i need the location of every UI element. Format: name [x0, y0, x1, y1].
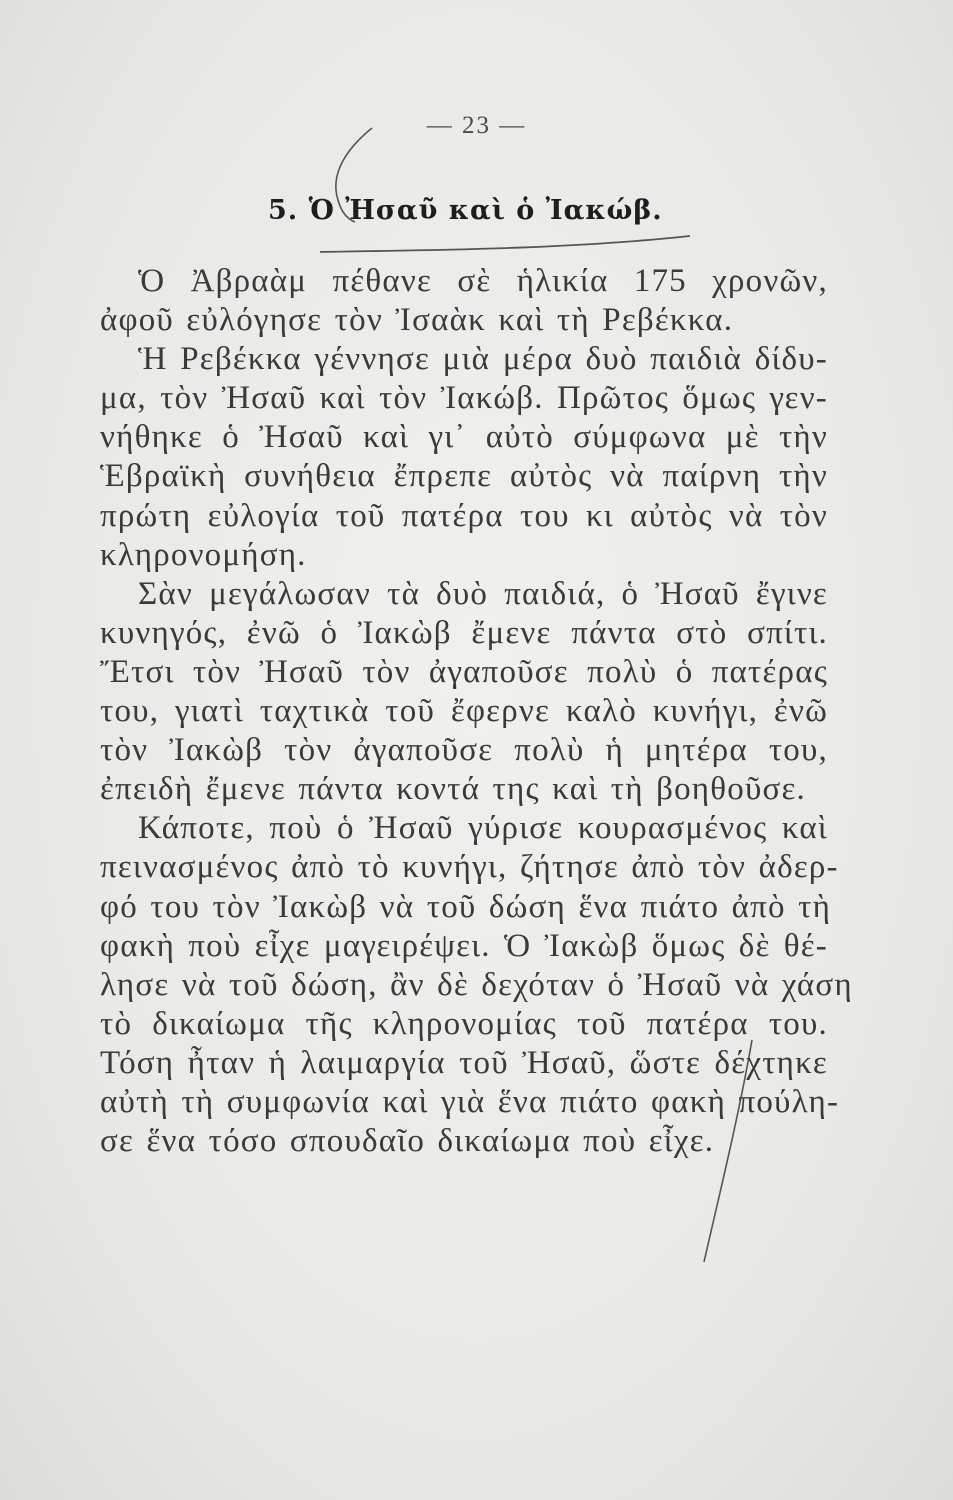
body-text [100, 262, 853, 1161]
text-line: λησε νὰ τοῦ δώση, ἂν δὲ δεχόταν ὁ Ἠσαῦ νὰ χάση [100, 966, 853, 1003]
paragraph-1 [100, 262, 828, 340]
paragraph-3 [100, 575, 828, 810]
text-line: Ἡ Ρεβέκκα γέννησε μιὰ μέρα δυὸ παιδιὰ δίδυ- [138, 341, 828, 378]
text-line: αὐτὴ τὴ συμφωνία καὶ γιὰ ἕνα πιάτο φακὴ πούλη- [100, 1083, 840, 1120]
text-line: Κάποτε, ποὺ ὁ Ἠσαῦ γύρισε κουρασμένος καὶ [138, 810, 828, 847]
text-line: νήθηκε ὁ Ἠσαῦ καὶ γι᾿ αὐτὸ σύμφωνα μὲ τὴν [100, 419, 828, 456]
text-line: Ὁ Ἀβραὰμ πέθανε σὲ ἡλικία 175 χρονῶν, [138, 263, 828, 299]
text-line: Ἔτσι τὸν Ἠσαῦ τὸν ἀγαποῦσε πολὺ ὁ πατέρας [100, 653, 828, 690]
text-line: κυνηγός, ἐνῶ ὁ Ἰακὼβ ἔμενε πάντα στὸ σπίτι. [100, 614, 828, 651]
text-line: πεινασμένος ἀπὸ τὸ κυνήγι, ζήτησε ἀπὸ τὸν ἀδερ- [100, 849, 839, 886]
chapter-heading: 5. Ὁ Ἠσαῦ καὶ ὁ Ἰακώβ. [268, 195, 663, 226]
text-line: ἀφοῦ εὐλόγησε τὸν Ἰσαὰκ καὶ τὴ Ρεβέκκα. [100, 302, 734, 339]
page-number: — 23 — [426, 112, 527, 139]
text-line: τὸ δικαίωμα τῆς κληρονομίας τοῦ πατέρα του. [100, 1005, 828, 1042]
text-line: τὸν Ἰακὼβ τὸν ἀγαποῦσε πολὺ ἡ μητέρα του, [100, 732, 828, 769]
paragraph-4 [100, 809, 853, 1161]
text-line: πρώτη εὐλογία τοῦ πατέρα του κι αὐτὸς νὰ τὸν [100, 497, 828, 534]
text-line: Σὰν μεγάλωσαν τὰ δυὸ παιδιά, ὁ Ἠσαῦ ἔγινε [138, 575, 828, 612]
text-line: ἐπειδὴ ἔμενε πάντα κοντά της καὶ τὴ βοηθοῦσε. [100, 771, 806, 808]
paragraph-2 [100, 340, 828, 575]
pencil-underline-heading [320, 236, 690, 252]
text-line: μα, τὸν Ἠσαῦ καὶ τὸν Ἰακώβ. Πρῶτος ὅμως γεν- [100, 380, 828, 417]
text-line: Ἑβραϊκὴ συνήθεια ἔπρεπε αὐτὸς νὰ παίρνη τὴν [100, 458, 828, 495]
text-line: Τόση ἦταν ἡ λαιμαργία τοῦ Ἠσαῦ, ὥστε δέχτηκε [100, 1044, 828, 1081]
text-line: φακὴ ποὺ εἶχε μαγειρέψει. Ὁ Ἰακὼβ ὅμως δὲ θέ- [100, 927, 828, 964]
text-line: κληρονομήση. [100, 536, 307, 573]
text-line: του, γιατὶ ταχτικὰ τοῦ ἔφερνε καλὸ κυνήγι, ἐνῶ [100, 693, 828, 730]
text-line: σε ἕνα τόσο σπουδαῖο δικαίωμα ποὺ εἶχε. [100, 1123, 715, 1160]
text-line: φό του τὸν Ἰακὼβ νὰ τοῦ δώση ἕνα πιάτο ἀπὸ τὴ [100, 888, 832, 925]
